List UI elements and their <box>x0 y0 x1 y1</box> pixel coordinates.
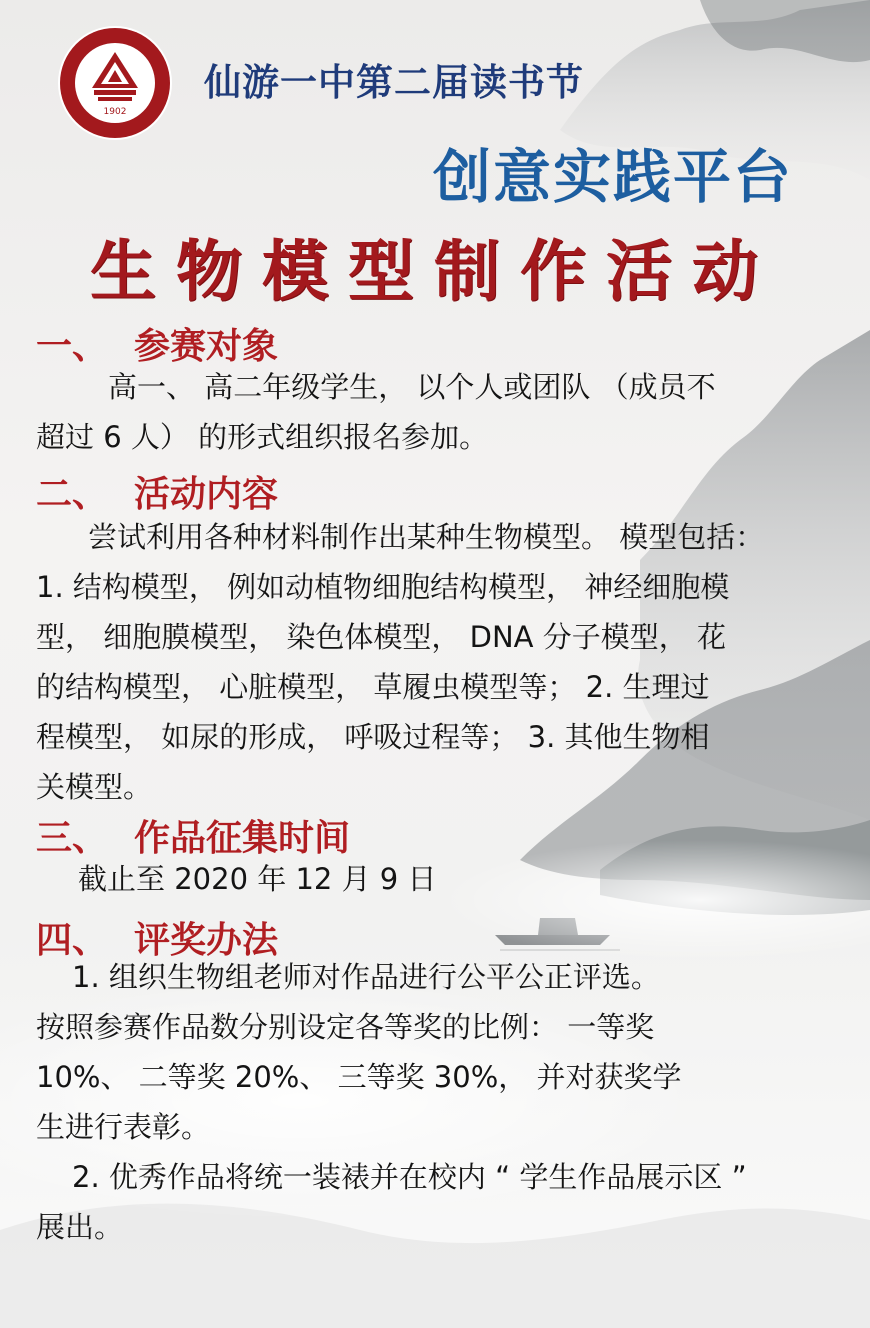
body-line: 关模型。 <box>36 770 153 804</box>
activity-main-title: 生物模型制作活动 <box>90 232 778 310</box>
section-number: 四、 <box>36 920 109 961</box>
body-line: 尝试利用各种材料制作出某种生物模型。 模型包括： <box>88 520 765 554</box>
platform-subtitle: 创意实践平台 <box>433 143 794 211</box>
section-title: 活动内容 <box>134 474 279 515</box>
body-line: 型， 细胞膜模型， 染色体模型， DNA 分子模型， 花 <box>36 620 726 654</box>
body-line: 生进行表彰。 <box>36 1110 211 1144</box>
section-body-participants <box>36 362 716 462</box>
section-number: 一、 <box>36 326 109 367</box>
section-number: 三、 <box>36 818 109 859</box>
section-title: 作品征集时间 <box>134 818 351 859</box>
body-line: 1. 组织生物组老师对作品进行公平公正评选。 <box>72 960 660 994</box>
section-body-awards <box>36 952 747 1252</box>
section-body-content <box>36 512 764 812</box>
logo-year: 1902 <box>103 107 127 117</box>
body-line: 2. 优秀作品将统一装裱并在校内 “ 学生作品展示区 ” <box>72 1160 747 1194</box>
school-logo-seal <box>56 24 174 142</box>
body-line: 1. 结构模型， 例如动植物细胞结构模型， 神经细胞模 <box>36 570 730 604</box>
section-number: 二、 <box>36 474 109 515</box>
body-line: 程模型， 如尿的形成， 呼吸过程等； 3. 其他生物相 <box>36 720 710 754</box>
body-line: 超过 6 人） 的形式组织报名参加。 <box>36 420 489 454</box>
body-line: 的结构模型， 心脏模型， 草履虫模型等； 2. 生理过 <box>36 670 710 704</box>
body-line: 截止至 2020 年 12 月 9 日 <box>78 862 437 896</box>
section-title: 参赛对象 <box>134 326 279 367</box>
body-line: 高一、 高二年级学生， 以个人或团队 （成员不 <box>108 370 716 404</box>
section-body-deadline <box>36 854 436 904</box>
event-title: 仙游一中第二届读书节 <box>204 61 584 104</box>
body-line: 10%、 二等奖 20%、 三等奖 30%， 并对获奖学 <box>36 1060 682 1094</box>
body-line: 展出。 <box>36 1210 124 1244</box>
section-title: 评奖办法 <box>134 920 279 961</box>
section-heading-content <box>36 466 278 517</box>
body-line: 按照参赛作品数分别设定各等奖的比例： 一等奖 <box>36 1010 655 1044</box>
